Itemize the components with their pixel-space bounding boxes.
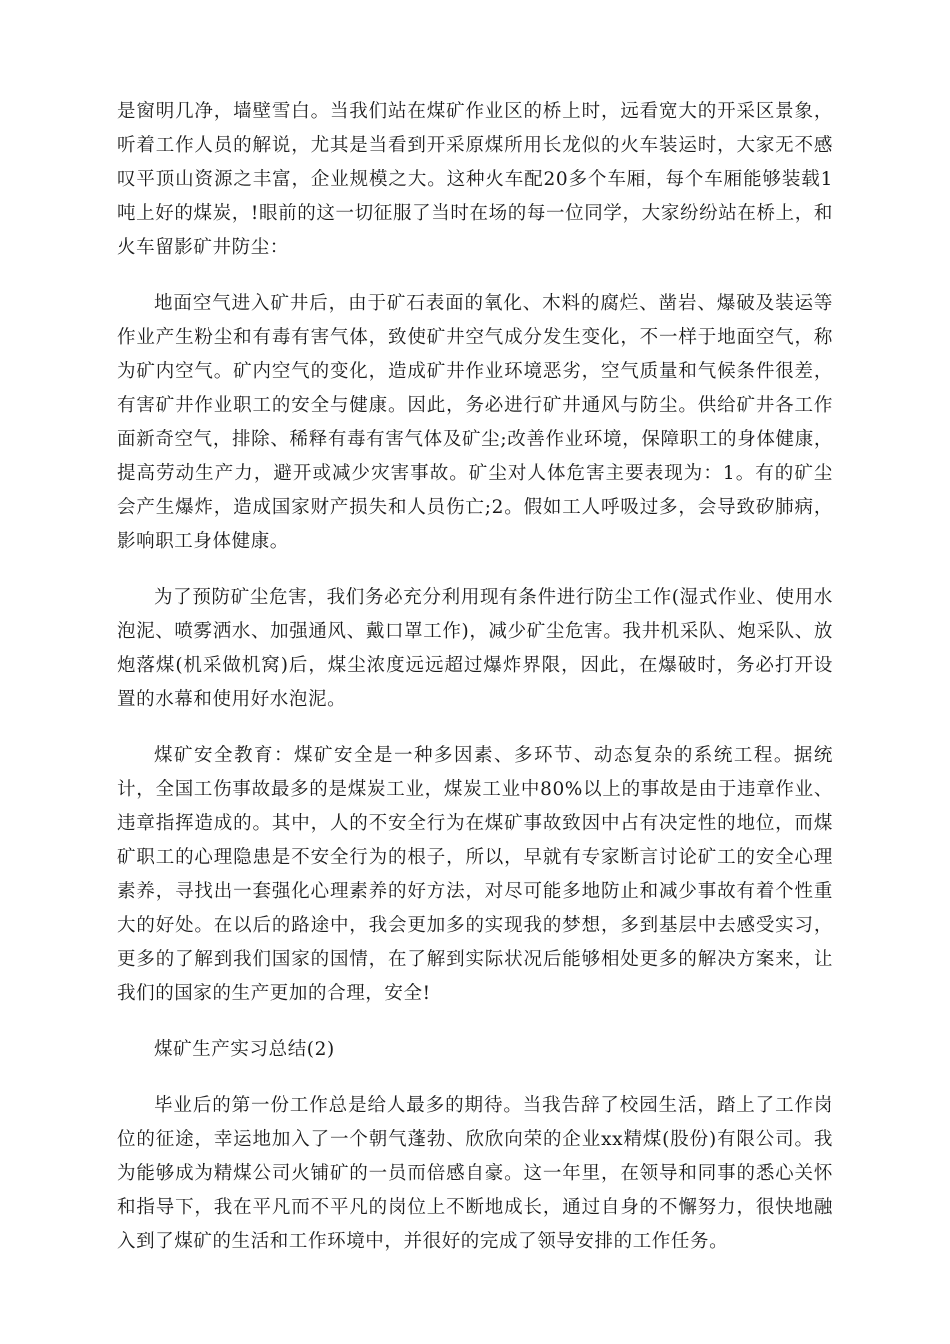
paragraph-4: 煤矿安全教育：煤矿安全是一种多因素、多环节、动态复杂的系统工程。据统计，全国工伤事故最多的是煤炭工业，煤炭工业中80%以上的事故是由于违章作业、违章指挥造成的。其中，人的不安全行为在煤矿事故致因中占有决定性的地位，而煤矿职工的心理隐患是不安全行为的根子，所以，早就有专家断言讨论矿工的安全心理素养，寻找出一套强化心理素养的好方法，对尽可能多地防止和减少事故有着个性重大的好处。在以后的路途中，我会更加多的实现我的梦想，多到基层中去感受实习，更多的了解到我们国家的国情，在了解到实际状况后能够相处更多的解决方案来，让我们的国家的生产更加的合理，安全!: [117, 745, 833, 1004]
paragraph-6: 毕业后的第一份工作总是给人最多的期待。当我告辞了校园生活，踏上了工作岗位的征途，幸运地加入了一个朝气蓬勃、欣欣向荣的企业xx精煤(股份)有限公司。我为能够成为精煤公司火铺矿的一员而倍感自豪。这一年里，在领导和同事的悉心关怀和指导下，我在平凡而不平凡的岗位上不断地成长，通过自身的不懈努力，很快地融入到了煤矿的生活和工作环境中，并很好的完成了领导安排的工作任务。: [117, 1095, 833, 1252]
section-heading: 煤矿生产实习总结(2): [154, 1039, 335, 1060]
paragraph-2: 地面空气进入矿井后，由于矿石表面的氧化、木料的腐烂、凿岩、爆破及装运等作业产生粉尘和有毒有害气体，致使矿井空气成分发生变化，不一样于地面空气，称为矿内空气。矿内空气的变化，造成矿井作业环境恶劣，空气质量和气候条件很差，有害矿井作业职工的安全与健康。因此，务必进行矿井通风与防尘。供给矿井各工作面新奇空气，排除、稀释有毒有害气体及矿尘;改善作业环境，保障职工的身体健康，提高劳动生产力，避开或减少灾害事故。矿尘对人体危害主要表现为：1。有的矿尘会产生爆炸，造成国家财产损失和人员伤亡;2。假如工人呼吸过多，会导致矽肺病，影响职工身体健康。: [117, 293, 833, 552]
paragraph-1: 是窗明几净，墙壁雪白。当我们站在煤矿作业区的桥上时，远看宽大的开采区景象，听着工作人员的解说，尤其是当看到开采原煤所用长龙似的火车装运时，大家无不感叹平顶山资源之丰富，企业规模之大。这种火车配20多个车厢，每个车厢能够装载1吨上好的煤炭，!眼前的这一切征服了当时在场的每一位同学，大家纷纷站在桥上，和火车留影矿井防尘：: [117, 101, 833, 258]
document-body: [117, 95, 833, 1281]
paragraph-3: 为了预防矿尘危害，我们务必充分利用现有条件进行防尘工作(湿式作业、使用水泡泥、喷雾洒水、加强通风、戴口罩工作)，减少矿尘危害。我井机采队、炮采队、放炮落煤(机采做机窝)后，煤尘浓度远远超过爆炸界限，因此，在爆破时，务必打开设置的水幕和使用好水泡泥。: [117, 587, 833, 710]
